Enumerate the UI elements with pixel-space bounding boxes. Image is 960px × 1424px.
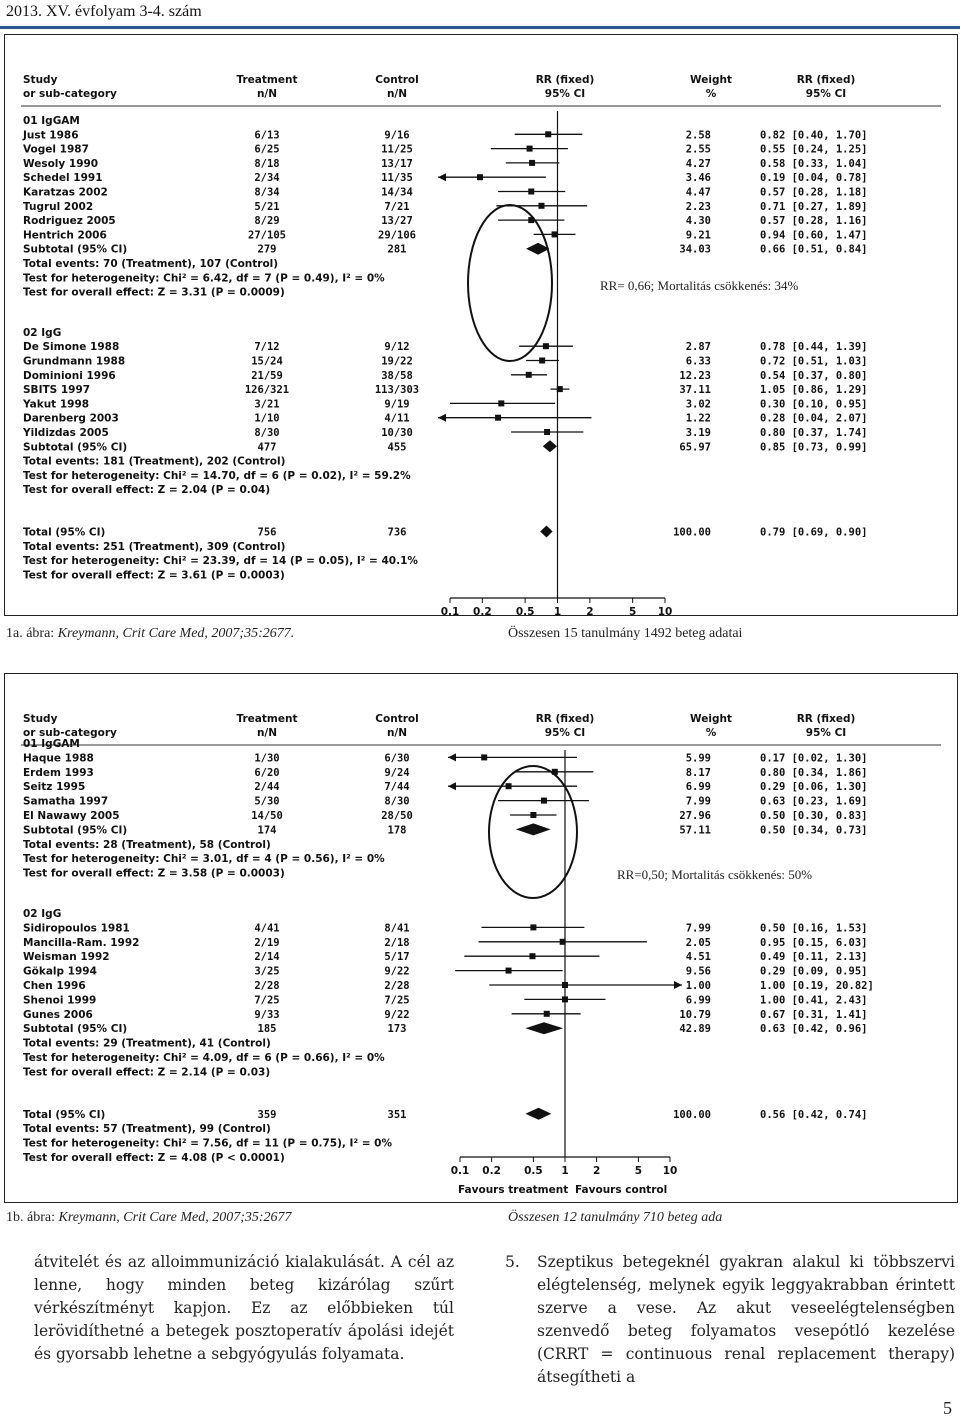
point-estimate: [543, 343, 549, 349]
point-estimate: [530, 924, 536, 930]
point-estimate: [477, 174, 483, 180]
point-estimate: [529, 953, 535, 959]
pooled-diamond: [525, 1022, 563, 1034]
treatment-value: 174: [257, 824, 277, 837]
treatment-value: 21/59: [251, 369, 283, 382]
group-label: 02 IgG: [23, 908, 62, 920]
control-value: 4/11: [384, 412, 410, 425]
column-subheader-study: or sub-category: [23, 727, 117, 739]
weight-value: 6.99: [685, 781, 711, 794]
weight-value: 34.03: [679, 243, 711, 256]
column-header-weight: Weight: [690, 713, 732, 725]
rr-ci-value: 1.00 [0.41, 2.43]: [760, 994, 868, 1007]
treatment-value: 6/20: [254, 766, 280, 779]
control-value: 13/27: [381, 215, 413, 228]
control-value: 9/12: [384, 341, 410, 354]
journal-issue-title: 2013. XV. évfolyam 3-4. szám: [6, 3, 202, 20]
point-estimate: [498, 400, 504, 406]
rr-ci-value: 0.57 [0.28, 1.16]: [760, 215, 868, 228]
treatment-value: 185: [257, 1023, 277, 1036]
weight-value: 2.55: [685, 143, 711, 156]
treatment-value: 359: [257, 1108, 277, 1121]
weight-value: 7.99: [685, 922, 711, 935]
treatment-value: 8/30: [254, 427, 280, 439]
ci-left-arrow: [448, 753, 456, 761]
treatment-value: 7/25: [254, 994, 280, 1007]
study-name: Chen 1996: [23, 980, 86, 992]
x-tick-label: 0.5: [515, 606, 535, 615]
rr-ci-value: 0.67 [0.31, 1.41]: [760, 1008, 868, 1021]
weight-value: 9.56: [685, 965, 711, 978]
column-subheader-treatment: n/N: [256, 727, 278, 739]
column-header-control: Control: [375, 713, 419, 725]
rr-ci-value: 0.50 [0.34, 0.73]: [760, 824, 868, 837]
study-name: Schedel 1991: [23, 172, 103, 185]
header-rule: [0, 26, 960, 29]
total-stat-note: Test for heterogeneity: Chi² = 7.56, df = 11 (P = 0.75), I² = 0%: [23, 1137, 393, 1150]
point-estimate: [528, 189, 534, 195]
caption-source: Kreymann, Crit Care Med, 2007;35:2677: [58, 1210, 292, 1225]
control-value: 38/58: [381, 369, 413, 382]
total-label: Total (95% CI): [23, 1108, 106, 1121]
weight-value: 3.46: [685, 172, 711, 185]
treatment-value: 6/13: [254, 129, 280, 142]
point-estimate: [545, 131, 551, 137]
weight-value: 2.87: [685, 341, 711, 354]
point-estimate: [539, 358, 545, 364]
weight-value: 6.99: [685, 994, 711, 1007]
rr-ci-value: 0.50 [0.30, 0.83]: [760, 810, 868, 822]
rr-annotation: RR=0,50; Mortalitás csökkenés: 50%: [617, 867, 813, 882]
treatment-value: 126/321: [244, 384, 290, 397]
forest-plot-1b: [4, 673, 958, 1203]
treatment-value: 27/105: [248, 229, 286, 242]
group-stat-note: Test for heterogeneity: Chi² = 4.09, df = 6 (P = 0.66), I² = 0%: [23, 1052, 385, 1064]
study-name: Wesoly 1990: [23, 157, 99, 170]
control-value: 7/21: [384, 200, 410, 213]
control-value: 9/24: [384, 766, 410, 779]
group-stat-note: Test for heterogeneity: Chi² = 14.70, df = 6 (P = 0.02), I² = 59.2%: [23, 469, 411, 482]
column-subheader-weight: %: [705, 727, 717, 739]
weight-value: 4.30: [685, 215, 711, 228]
control-value: 113/303: [374, 384, 420, 397]
total-stat-note: Test for heterogeneity: Chi² = 23.39, df = 14 (P = 0.05), I² = 40.1%: [23, 555, 418, 568]
column-subheader-rr_fixed_plot: 95% CI: [544, 88, 586, 100]
ci-left-arrow: [438, 173, 446, 181]
point-estimate: [530, 812, 536, 818]
favours-control-label: Favours control: [575, 1184, 668, 1196]
study-name: Seitz 1995: [23, 781, 86, 794]
control-value: 6/30: [384, 752, 410, 765]
column-subheader-study: or sub-category: [23, 88, 117, 100]
figure-1b-summary: [508, 1210, 722, 1226]
rr-ci-value: 0.82 [0.40, 1.70]: [760, 129, 868, 142]
rr-ci-value: 0.85 [0.73, 0.99]: [760, 441, 868, 454]
rr-ci-value: 0.71 [0.27, 1.89]: [760, 200, 868, 213]
column-subheader-rr_fixed_plot: 95% CI: [544, 727, 586, 739]
group-label: 01 IgGAM: [23, 738, 80, 750]
weight-value: 2.58: [685, 129, 711, 142]
treatment-value: 5/21: [254, 200, 280, 213]
favours-treatment-label: Favours treatment: [458, 1184, 569, 1196]
group-stat-note: Total events: 181 (Treatment), 202 (Control): [23, 455, 286, 468]
rr-ci-value: 0.28 [0.04, 2.07]: [760, 412, 868, 425]
treatment-value: 8/34: [254, 186, 280, 199]
point-estimate: [552, 231, 558, 237]
list-text: Szeptikus betegeknél gyakran alakul ki többszervi elégtelenség, melynek egyik leggyakrabban érintett szerve a vese. Az akut veseelégtelenségben szenvedő beteg folyamatos vesepótló kezelése (CRRT = continuous renal replacement therapy) átsegítheti a: [537, 1253, 955, 1386]
column-subheader-control: n/N: [386, 727, 408, 739]
control-value: 19/22: [381, 355, 413, 368]
control-value: 2/28: [384, 980, 410, 992]
x-tick-label: 10: [657, 606, 673, 615]
control-value: 281: [387, 243, 407, 256]
rr-ci-value: 0.72 [0.51, 1.03]: [760, 355, 868, 368]
ci-left-arrow: [438, 414, 446, 422]
group-stat-note: Test for heterogeneity: Chi² = 3.01, df = 4 (P = 0.56), I² = 0%: [23, 853, 385, 866]
x-tick-label: 2: [586, 606, 594, 615]
point-estimate: [541, 798, 547, 804]
control-value: 8/30: [384, 795, 410, 808]
treatment-value: 3/21: [254, 398, 280, 411]
control-value: 173: [387, 1023, 407, 1036]
column-header-treatment: Treatment: [236, 74, 298, 86]
study-name: Sidiropoulos 1981: [23, 922, 130, 935]
column-header-treatment: Treatment: [236, 713, 298, 725]
column-header-study: Study: [23, 74, 58, 86]
control-value: 2/18: [384, 936, 410, 949]
group-stat-note: Test for overall effect: Z = 2.04 (P = 0.04): [23, 484, 271, 497]
control-value: 9/19: [384, 398, 410, 411]
study-name: Rodriguez 2005: [23, 215, 116, 228]
point-estimate: [544, 429, 550, 435]
study-name: Haque 1988: [23, 752, 94, 765]
control-value: 736: [387, 526, 407, 539]
study-name: Grundmann 1988: [23, 355, 126, 368]
point-estimate: [544, 1011, 550, 1017]
x-tick-label: 0.2: [473, 606, 492, 615]
left-paragraph: átvitelét és az alloimmunizáció kialakulását. A cél az lenne, hogy minden beteg kizárólag szűrt vérkészítményt kapjon. Ez az előbbieken túl lerövidíthetné a betegek posztoperatív ápolási idejét és gyorsabb lehetne a sebgyógyulás folyamata.: [34, 1253, 454, 1363]
total-stat-note: Test for overall effect: Z = 3.61 (P = 0.0003): [23, 569, 285, 582]
caption-source: Kreymann, Crit Care Med, 2007;35:2677.: [57, 626, 295, 641]
pooled-diamond: [540, 526, 552, 538]
subtotal-label: Subtotal (95% CI): [23, 824, 128, 837]
treatment-value: 2/14: [254, 951, 280, 964]
weight-value: 8.17: [685, 766, 711, 779]
rr-ci-value: 0.49 [0.11, 2.13]: [760, 951, 868, 964]
column-subheader-weight: %: [705, 88, 717, 100]
weight-value: 2.05: [685, 936, 711, 949]
forest-plot-1a-svg: [5, 35, 957, 615]
group-stat-note: Test for heterogeneity: Chi² = 6.42, df = 7 (P = 0.49), I² = 0%: [23, 272, 385, 285]
control-value: 455: [387, 441, 407, 454]
rr-ci-value: 0.78 [0.44, 1.39]: [760, 341, 868, 354]
control-value: 14/34: [381, 186, 413, 199]
left-column: [34, 1251, 454, 1366]
study-name: Erdem 1993: [23, 766, 94, 779]
study-name: Just 1986: [23, 129, 79, 142]
group-stat-note: Total events: 28 (Treatment), 58 (Control): [23, 838, 271, 851]
column-subheader-rr_fixed: 95% CI: [805, 88, 847, 100]
point-estimate: [526, 372, 532, 378]
treatment-value: 1/30: [254, 752, 280, 765]
weight-value: 2.23: [685, 200, 711, 213]
rr-ci-value: 0.19 [0.04, 0.78]: [760, 172, 868, 185]
study-name: Dominioni 1996: [23, 369, 116, 382]
rr-ci-value: 0.58 [0.33, 1.04]: [760, 157, 868, 170]
weight-value: 100.00: [673, 526, 711, 539]
treatment-value: 4/41: [254, 922, 280, 935]
forest-plot-1b-svg: [5, 674, 957, 1202]
subtotal-label: Subtotal (95% CI): [23, 1023, 128, 1036]
rr-ci-value: 0.95 [0.15, 6.03]: [760, 936, 868, 949]
treatment-value: 477: [257, 441, 277, 454]
control-value: 9/22: [384, 965, 410, 978]
treatment-value: 756: [257, 526, 277, 539]
rr-ci-value: 1.00 [0.19, 20.82]: [760, 980, 874, 992]
point-estimate: [481, 754, 487, 760]
weight-value: 4.27: [685, 157, 711, 170]
x-tick-label: 5: [634, 1165, 643, 1177]
column-header-rr_fixed_plot: RR (fixed): [535, 713, 595, 725]
treatment-value: 15/24: [251, 355, 283, 368]
control-value: 29/106: [378, 229, 416, 242]
point-estimate: [506, 968, 512, 974]
study-name: Hentrich 2006: [23, 229, 107, 242]
subtotal-label: Subtotal (95% CI): [23, 441, 128, 454]
rr-ci-value: 0.57 [0.28, 1.18]: [760, 186, 868, 199]
study-name: Vogel 1987: [23, 143, 89, 156]
group-stat-note: Total events: 29 (Treatment), 41 (Control): [23, 1037, 271, 1050]
x-tick-label: 10: [662, 1165, 678, 1177]
control-value: 28/50: [381, 810, 413, 822]
weight-value: 27.96: [679, 810, 711, 822]
treatment-value: 14/50: [251, 810, 283, 822]
study-name: Yildizdas 2005: [23, 427, 109, 439]
group-label: 02 IgG: [23, 326, 62, 339]
group-label: 01 IgGAM: [23, 115, 80, 127]
weight-value: 10.79: [679, 1008, 711, 1021]
control-value: 8/41: [384, 922, 410, 935]
weight-value: 1.00: [685, 980, 711, 992]
rr-ci-value: 0.55 [0.24, 1.25]: [760, 143, 868, 156]
treatment-value: 279: [257, 243, 277, 256]
rr-ci-value: 0.29 [0.06, 1.30]: [760, 781, 868, 794]
study-name: Gökalp 1994: [23, 965, 97, 978]
total-stat-note: Total events: 251 (Treatment), 309 (Control): [23, 540, 286, 553]
rr-ci-value: 0.50 [0.16, 1.53]: [760, 922, 868, 935]
page-number: 5: [943, 1398, 952, 1418]
treatment-value: 9/33: [254, 1008, 280, 1021]
group-stat-note: Total events: 70 (Treatment), 107 (Control): [23, 258, 279, 270]
summary-text: Összesen 12 tanulmány 710 beteg ada: [508, 1210, 723, 1225]
study-name: Darenberg 2003: [23, 412, 119, 425]
study-name: Samatha 1997: [23, 795, 109, 808]
x-tick-label: 0.1: [440, 606, 460, 615]
x-tick-label: 2: [592, 1165, 601, 1177]
weight-value: 65.97: [679, 441, 711, 454]
point-estimate: [495, 415, 501, 421]
control-value: 7/25: [384, 994, 410, 1007]
study-name: SBITS 1997: [23, 384, 91, 397]
treatment-value: 5/30: [254, 795, 280, 808]
control-value: 7/44: [384, 781, 410, 794]
treatment-value: 2/19: [254, 936, 280, 949]
group-stat-note: Test for overall effect: Z = 3.58 (P = 0.0003): [23, 867, 285, 880]
forest-plot-1a: [4, 34, 958, 616]
x-tick-label: 0.2: [482, 1165, 501, 1177]
pooled-diamond: [525, 1108, 551, 1120]
point-estimate: [529, 160, 535, 166]
rr-ci-value: 0.29 [0.09, 0.95]: [760, 965, 868, 978]
study-name: Mancilla-Ram. 1992: [23, 936, 140, 949]
total-stat-note: Total events: 57 (Treatment), 99 (Control): [23, 1123, 271, 1136]
point-estimate: [506, 783, 512, 789]
pooled-diamond: [543, 440, 557, 452]
rr-ci-value: 0.63 [0.23, 1.69]: [760, 795, 868, 808]
column-header-rr_fixed: RR (fixed): [796, 713, 856, 725]
ci-left-arrow: [448, 782, 456, 790]
weight-value: 4.51: [685, 951, 711, 964]
treatment-value: 8/29: [254, 215, 280, 228]
study-name: Gunes 2006: [23, 1008, 93, 1021]
treatment-value: 7/12: [254, 341, 280, 354]
rr-annotation: RR= 0,66; Mortalitás csökkenés: 34%: [600, 278, 799, 293]
study-name: El Nawawy 2005: [23, 810, 120, 822]
column-header-control: Control: [375, 74, 419, 86]
control-value: 10/30: [381, 427, 413, 439]
column-subheader-rr_fixed: 95% CI: [805, 727, 847, 739]
control-value: 11/35: [381, 172, 413, 185]
control-value: 13/17: [381, 157, 413, 170]
rr-ci-value: 0.17 [0.02, 1.30]: [760, 752, 868, 765]
caption-prefix: 1a. ábra:: [6, 626, 58, 641]
control-value: 178: [387, 824, 407, 837]
treatment-value: 2/28: [254, 980, 280, 992]
weight-value: 57.11: [679, 824, 711, 837]
rr-ci-value: 1.05 [0.86, 1.29]: [760, 384, 868, 397]
treatment-value: 2/34: [254, 172, 280, 185]
treatment-value: 3/25: [254, 965, 280, 978]
control-value: 351: [387, 1108, 407, 1121]
study-name: Tugrul 2002: [23, 200, 94, 213]
rr-ci-value: 0.54 [0.37, 0.80]: [760, 369, 868, 382]
list-item-5: [505, 1251, 955, 1389]
point-estimate: [539, 203, 545, 209]
highlight-circle: [468, 205, 552, 361]
rr-ci-value: 0.94 [0.60, 1.47]: [760, 229, 868, 242]
figure-1a-caption: [6, 626, 294, 642]
journal-header: [0, 0, 960, 28]
pooled-diamond: [516, 823, 551, 835]
x-tick-label: 1: [553, 606, 562, 615]
subtotal-label: Subtotal (95% CI): [23, 243, 128, 256]
study-name: De Simone 1988: [23, 341, 120, 354]
rr-ci-value: 0.56 [0.42, 0.74]: [760, 1108, 868, 1121]
weight-value: 9.21: [685, 229, 711, 242]
rr-ci-value: 0.80 [0.34, 1.86]: [760, 766, 868, 779]
study-name: Karatzas 2002: [23, 186, 108, 199]
weight-value: 7.99: [685, 795, 711, 808]
rr-ci-value: 0.80 [0.37, 1.74]: [760, 427, 868, 439]
rr-ci-value: 0.66 [0.51, 0.84]: [760, 243, 868, 256]
control-value: 5/17: [384, 951, 410, 964]
point-estimate: [527, 146, 533, 152]
weight-value: 4.47: [685, 186, 711, 199]
study-name: Weisman 1992: [23, 951, 110, 964]
treatment-value: 1/10: [254, 412, 280, 425]
group-stat-note: Test for overall effect: Z = 3.31 (P = 0.0009): [23, 286, 285, 299]
weight-value: 6.33: [685, 355, 711, 368]
weight-value: 1.22: [685, 412, 711, 425]
column-header-study: Study: [23, 713, 58, 725]
list-number: 5.: [505, 1253, 520, 1271]
column-header-weight: Weight: [690, 74, 732, 86]
x-tick-label: 1: [561, 1165, 569, 1177]
rr-ci-value: 0.30 [0.10, 0.95]: [760, 398, 868, 411]
weight-value: 100.00: [673, 1108, 711, 1121]
weight-value: 42.89: [679, 1023, 711, 1036]
figure-1b-caption: [6, 1210, 292, 1226]
weight-value: 5.99: [685, 752, 711, 765]
column-header-rr_fixed_plot: RR (fixed): [535, 74, 595, 86]
x-tick-label: 0.1: [450, 1165, 470, 1177]
x-tick-label: 0.5: [524, 1165, 543, 1177]
ci-right-arrow: [674, 981, 682, 989]
column-subheader-treatment: n/N: [256, 88, 278, 100]
total-stat-note: Test for overall effect: Z = 4.08 (P < 0.0001): [23, 1152, 285, 1164]
weight-value: 3.19: [685, 427, 711, 439]
total-label: Total (95% CI): [23, 526, 106, 539]
column-subheader-control: n/N: [386, 88, 408, 100]
study-name: Yakut 1998: [23, 398, 90, 411]
rr-ci-value: 0.79 [0.69, 0.90]: [760, 526, 868, 539]
study-name: Shenoi 1999: [23, 994, 97, 1007]
weight-value: 12.23: [679, 369, 711, 382]
group-stat-note: Test for overall effect: Z = 2.14 (P = 0.03): [23, 1066, 271, 1079]
control-value: 9/16: [384, 129, 410, 142]
weight-value: 37.11: [679, 384, 711, 397]
rr-ci-value: 0.63 [0.42, 0.96]: [760, 1023, 868, 1036]
treatment-value: 8/18: [254, 157, 280, 170]
control-value: 9/22: [384, 1008, 410, 1021]
control-value: 11/25: [381, 143, 413, 156]
right-column: [505, 1251, 955, 1389]
caption-prefix: 1b. ábra:: [6, 1210, 59, 1225]
x-tick-label: 5: [628, 606, 637, 615]
figure-1a-summary: Összesen 15 tanulmány 1492 beteg adatai: [508, 626, 743, 641]
treatment-value: 2/44: [254, 781, 280, 794]
weight-value: 3.02: [685, 398, 711, 411]
column-header-rr_fixed: RR (fixed): [796, 74, 856, 86]
treatment-value: 6/25: [254, 143, 280, 156]
